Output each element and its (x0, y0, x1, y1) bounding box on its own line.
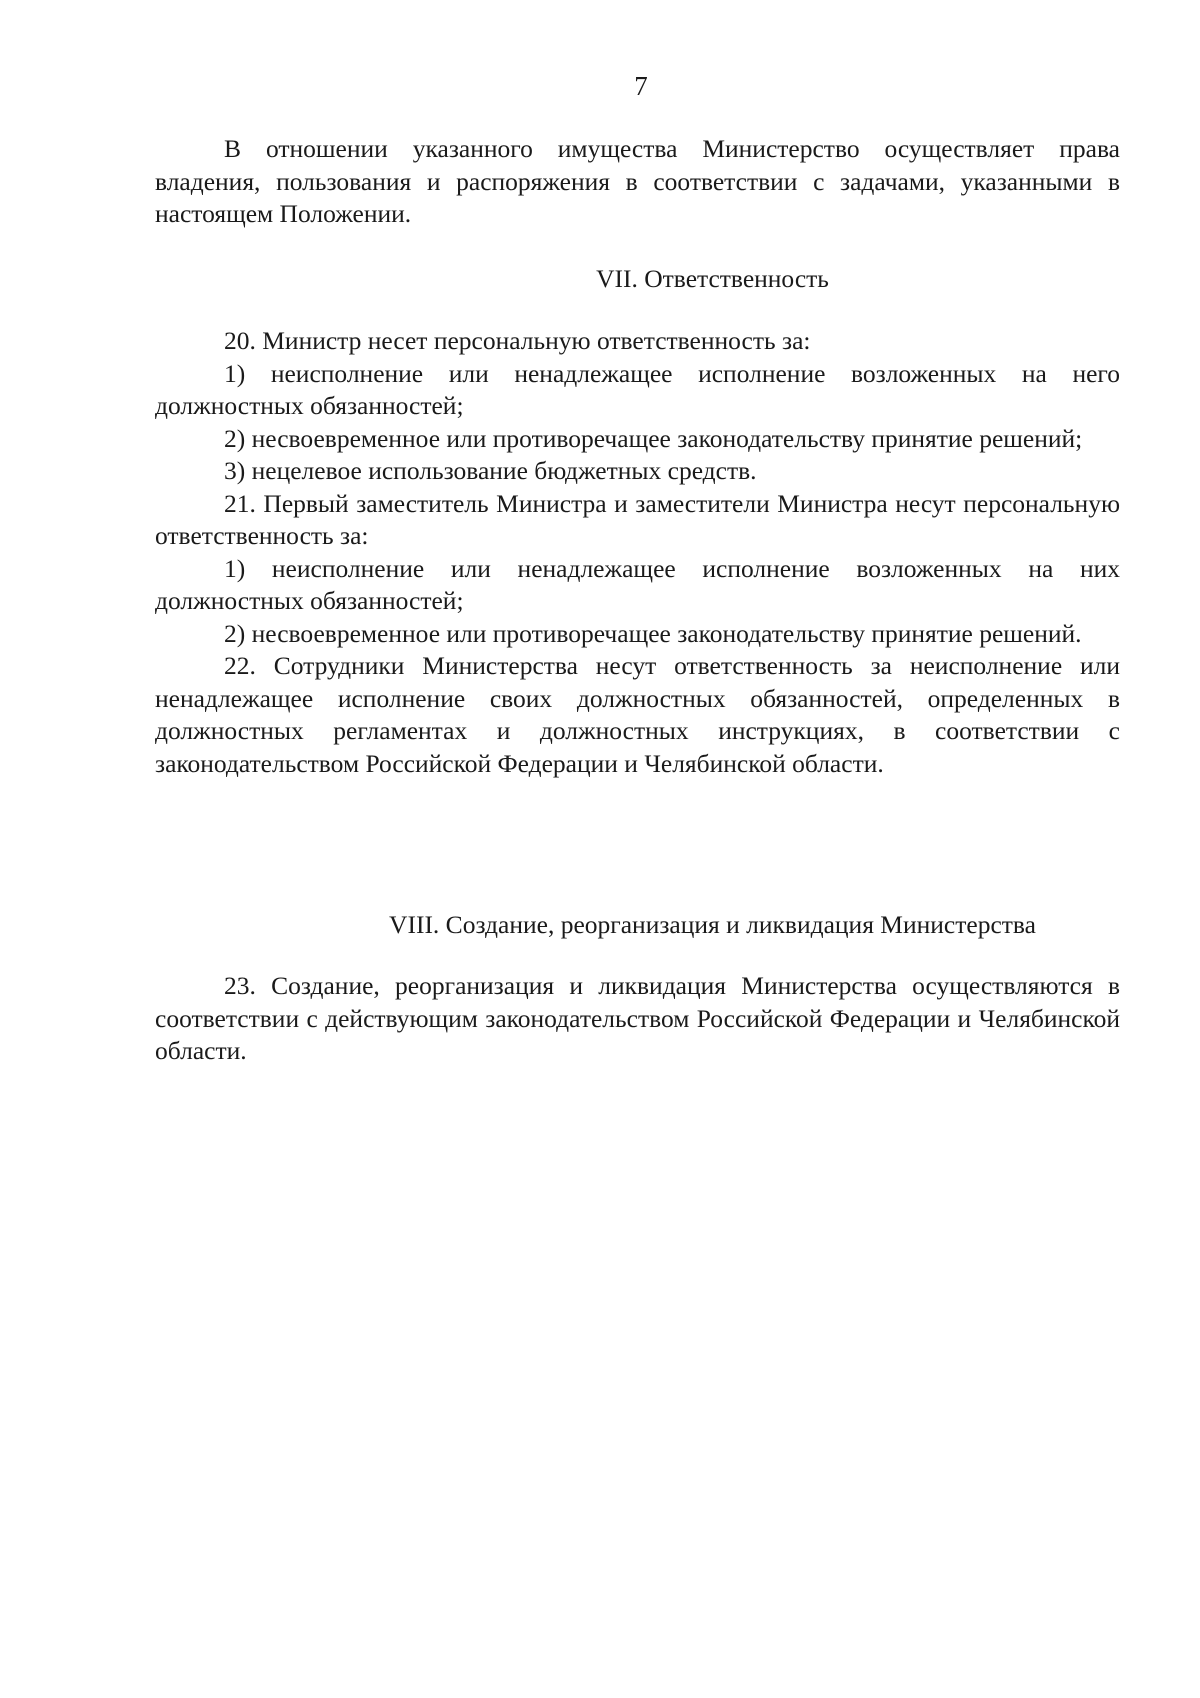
paragraph-item-20-3: 3) нецелевое использование бюджетных средств. (224, 456, 757, 485)
paragraph-block-responsibility (155, 325, 1120, 780)
paragraph-item-20: 20. Министр несет персональную ответственность за: (224, 326, 811, 355)
section-title: VII. Ответственность (596, 264, 829, 293)
section-heading-viii (155, 909, 1200, 942)
paragraph-item-21: 21. Первый заместитель Министра и заместители Министра несут персональную ответственность за: (155, 488, 1120, 550)
paragraph-block-creation (155, 970, 1120, 1068)
section-title: VIII. Создание, реорганизация и ликвидация Министерства (389, 910, 1036, 939)
paragraph-item-20-1: 1) неисполнение или ненадлежащее исполнение возложенных на него должностных обязанностей; (155, 358, 1120, 420)
section-heading-vii (155, 263, 1200, 296)
paragraph-item-21-1: 1) неисполнение или ненадлежащее исполнение возложенных на них должностных обязанностей; (155, 553, 1120, 615)
paragraph-item-22: 22. Сотрудники Министерства несут ответственность за неисполнение или ненадлежащее исполнение своих должностных обязанностей, определенных в должностных регламентах и должностных инструкциях, в соответствии с законодательством Российской Федерации и Челябинской области. (155, 651, 1120, 778)
paragraph-item-23: 23. Создание, реорганизация и ликвидация Министерства осуществляются в соответствии с действующим законодательством Российской Федерации и Челябинской области. (155, 971, 1120, 1065)
paragraph-item-21-2: 2) несвоевременное или противоречащее законодательству принятие решений. (224, 618, 1082, 648)
paragraph: В отношении указанного имущества Министерство осуществляет права владения, пользования и распоряжения в соответствии с задачами, указанными в настоящем Положении. (155, 134, 1120, 228)
paragraph-block-property-rights (155, 133, 1120, 231)
paragraph-item-20-2: 2) несвоевременное или противоречащее законодательству принятие решений; (224, 423, 1083, 453)
page-number: 7 (634, 71, 648, 101)
